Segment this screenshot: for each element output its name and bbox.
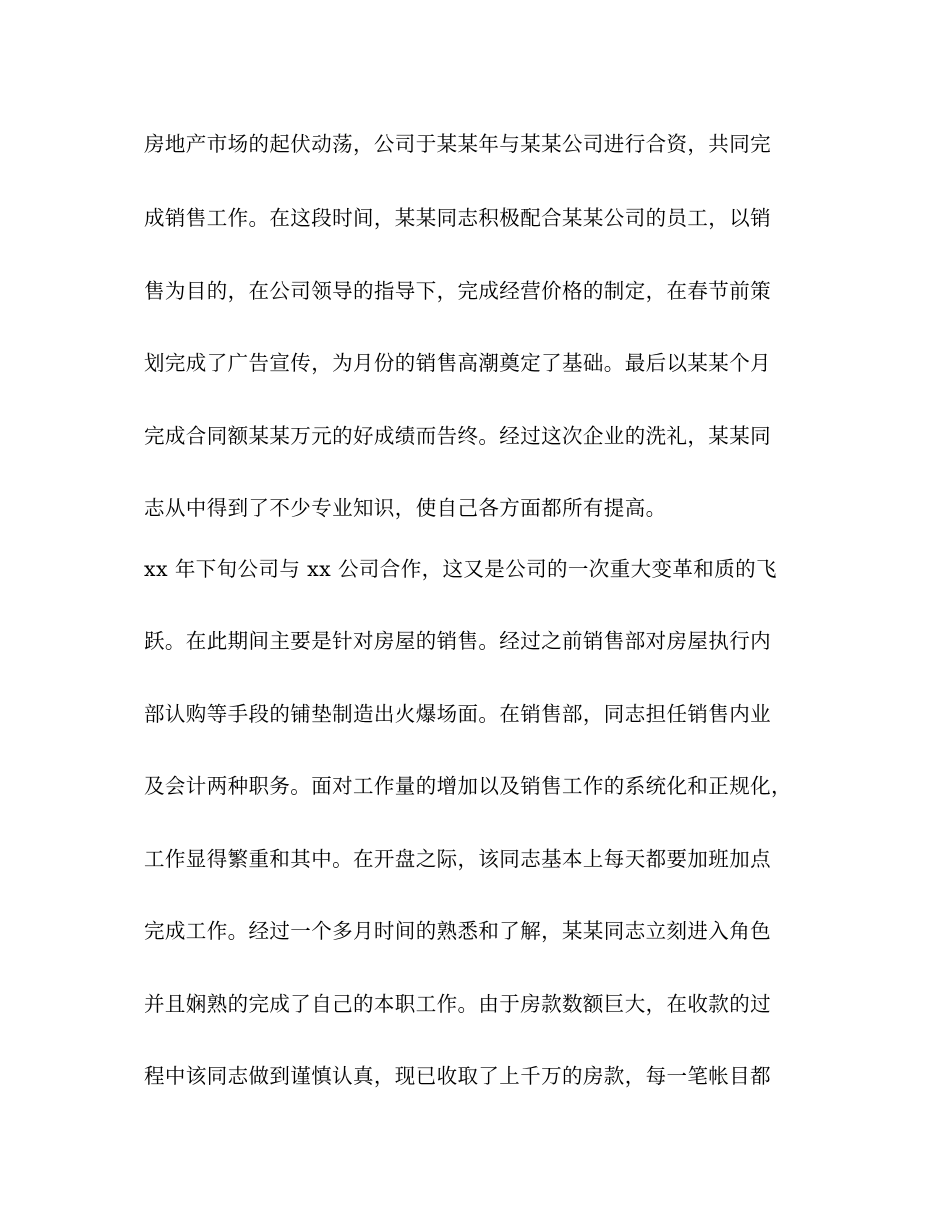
text-line: 划完成了广告宣传，为月份的销售高潮奠定了基础。最后以某某个月	[144, 351, 771, 375]
text-line: 并且娴熟的完成了自己的本职工作。由于房款数额巨大，在收款的过	[144, 992, 771, 1016]
text-line: 志从中得到了不少专业知识，使自己各方面都所有提高。	[144, 496, 667, 520]
text-line: 部认购等手段的铺垫制造出火爆场面。在销售部，同志担任销售内业	[144, 702, 771, 726]
text-line: 完成工作。经过一个多月时间的熟悉和了解，某某同志立刻进入角色	[144, 919, 771, 943]
text-line: xx 年下旬公司与 xx 公司合作，这又是公司的一次重大变革和质的飞	[144, 557, 777, 581]
text-line: 完成合同额某某万元的好成绩而告终。经过这次企业的洗礼，某某同	[144, 424, 771, 448]
text-line: 及会计两种职务。面对工作量的增加以及销售工作的系统化和正规化，	[144, 774, 792, 798]
text-line: 成销售工作。在这段时间，某某同志积极配合某某公司的员工，以销	[144, 206, 771, 230]
text-line: 工作显得繁重和其中。在开盘之际，该同志基本上每天都要加班加点	[144, 847, 771, 871]
text-line: 房地产市场的起伏动荡，公司于某某年与某某公司进行合资，共同完	[144, 132, 771, 156]
text-line: 跃。在此期间主要是针对房屋的销售。经过之前销售部对房屋执行内	[144, 629, 771, 653]
text-line: 程中该同志做到谨慎认真，现已收取了上千万的房款，每一笔帐目都	[144, 1064, 771, 1088]
text-line: 售为目的，在公司领导的指导下，完成经营价格的制定，在春节前策	[144, 279, 771, 303]
